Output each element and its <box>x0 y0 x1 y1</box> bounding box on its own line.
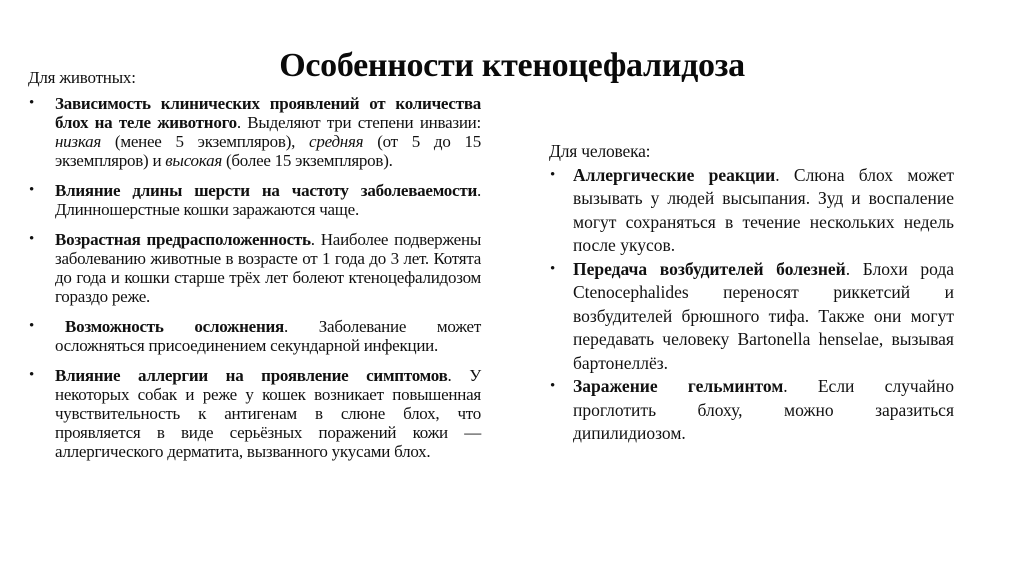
humans-item-helminth-infection <box>549 375 954 446</box>
animals-item-age <box>28 230 481 306</box>
animals-section-label: Для животных: <box>28 68 136 87</box>
humans-item-allergic-reactions <box>549 164 954 258</box>
item-text: . Если случайно проглотить блоху, можно заразиться дипилидиозом. <box>573 376 954 443</box>
item-text: . У некоторых собак и реже у кошек возникает повышенная чувствительность к антигенам в слюне блох, что проявляется в виде серьёзных поражений кожи — аллергического дерматита, вызванного укусами блох. <box>55 366 481 461</box>
bullet-icon: • <box>550 166 556 183</box>
item-text: . Наиболее подвержены заболеванию животные в возрасте от 1 года до 3 лет. Котята до года и кошки старше трёх лет болеют ктеноцефалидозом гораздо реже. <box>55 230 481 306</box>
item-text: . Блохи рода Ctenocephalides переносят риккетсий и возбудителей брюшного тифа. Также они могут передавать человеку Bartonella henselae, вызывая бартонеллёз. <box>573 258 954 373</box>
animals-item-infestation-level <box>28 94 481 170</box>
item-text: . Слюна блох может вызывать у людей высыпания. Зуд и воспаление могут сохраняться в течение нескольких недель после укусов. <box>573 164 955 255</box>
bullet-icon: • <box>29 95 35 111</box>
animals-item-allergy <box>28 366 481 461</box>
animals-bullet-list <box>28 94 481 461</box>
animals-item-fur-length <box>28 181 481 219</box>
item-text: . Заболевание может осложняться присоединением секундарной инфекции. <box>55 317 482 355</box>
bullet-icon: • <box>550 378 556 394</box>
item-lead: Возможность осложнения <box>65 317 285 336</box>
item-text: (более 15 экземпляров). <box>222 151 393 170</box>
item-lead: Аллергические реакции <box>573 164 776 185</box>
bullet-icon: • <box>29 182 35 198</box>
item-text: (от 5 до 15 экземпляров) и <box>55 132 481 170</box>
humans-bullet-list <box>549 164 954 446</box>
item-text: (менее 5 экземпляров), <box>101 132 310 151</box>
item-text: . Выделяют три степени инвазии: <box>236 113 482 132</box>
animals-item-complication <box>28 317 481 355</box>
bullet-icon: • <box>550 260 556 277</box>
item-text: . Длинношерстные кошки заражаются чаще. <box>55 181 481 219</box>
bullet-icon: • <box>29 318 35 334</box>
item-lead: Передача возбудителей болезней <box>573 258 846 279</box>
humans-column <box>549 140 954 446</box>
item-emphasis-mid: средняя <box>309 132 364 151</box>
bullet-icon: • <box>29 231 35 247</box>
bullet-icon: • <box>29 367 35 383</box>
humans-section-label: Для человека: <box>549 141 651 161</box>
item-lead: Влияние аллергии на проявление симптомов <box>55 366 448 385</box>
humans-item-pathogen-transmission <box>549 258 954 376</box>
item-emphasis-high: высокая <box>165 151 222 170</box>
item-lead: Влияние длины шерсти на частоту заболеваемости <box>55 181 477 200</box>
item-lead: Заражение гельминтом <box>573 376 784 396</box>
item-lead: Зависимость клинических проявлений от количества блох на теле животного <box>55 94 481 132</box>
slide-title: Особенности ктеноцефалидоза <box>279 46 745 84</box>
animals-column <box>28 68 481 472</box>
item-emphasis-low: низкая <box>55 132 101 151</box>
item-lead: Возрастная предрасположенность <box>55 230 311 249</box>
